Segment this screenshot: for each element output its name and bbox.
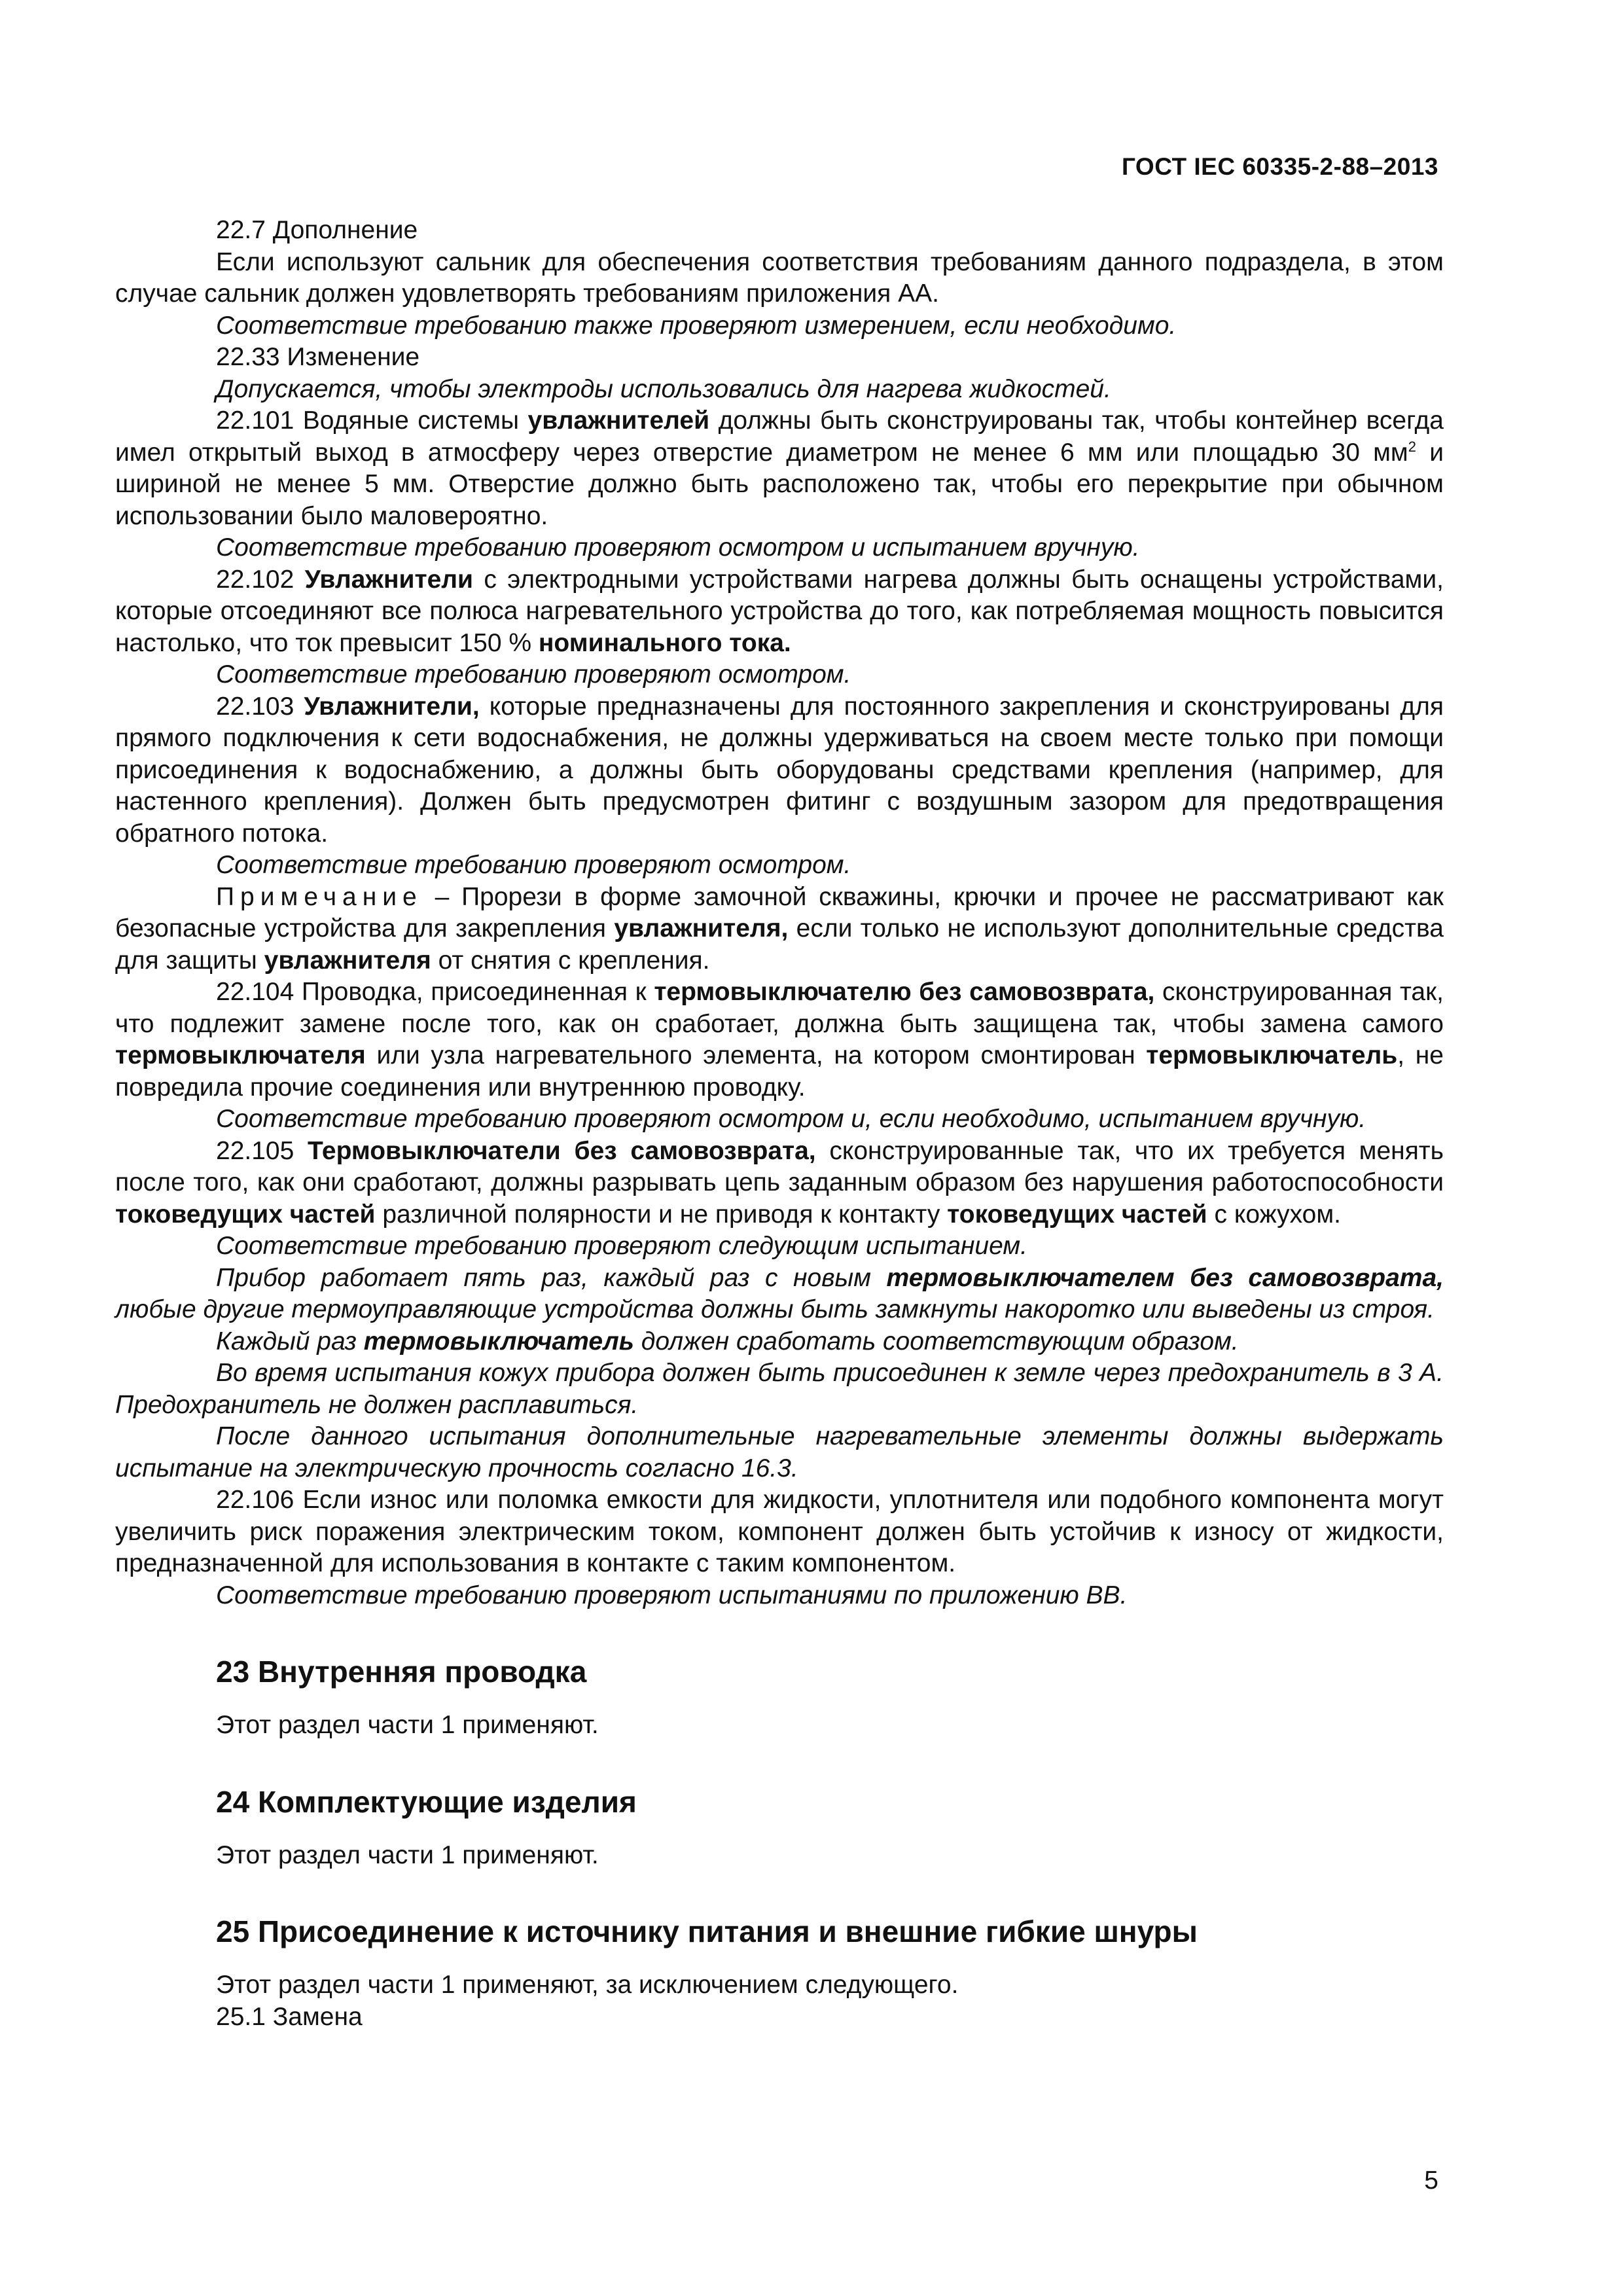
clause-22-104 <box>115 977 1444 1103</box>
clause-22-102 <box>115 564 1444 660</box>
defined-term: токоведущих частей <box>947 1200 1207 1229</box>
defined-term: термовыключателем без самовозврата, <box>886 1263 1444 1292</box>
section-23-heading: 23 Внутренняя проводка <box>216 1655 587 1689</box>
text-run: 22.102 <box>216 565 305 594</box>
clause-22-101 <box>115 405 1444 532</box>
text-run: Каждый раз <box>216 1327 364 1355</box>
section-25-text: Этот раздел части 1 применяют, за исключением следующего. <box>216 1971 959 1999</box>
compliance-note-22-104: Соответствие требованию проверяют осмотром и, если необходимо, испытанием вручную. <box>216 1105 1366 1133</box>
text-run: любые другие термоуправляющие устройства должны быть замкнуты накоротко или выведены из строя. <box>115 1295 1435 1323</box>
defined-term: токоведущих частей <box>115 1200 376 1229</box>
defined-term: Увлажнители, <box>304 692 480 721</box>
text-run: различной полярности и не приводя к контакту <box>375 1200 948 1229</box>
compliance-note-22-106: Соответствие требованию проверяют испытаниями по приложению ВВ. <box>216 1581 1128 1609</box>
text-run: и шириной не менее 5 мм. Отверстие должно быть расположено так, чтобы его перекрытие при обычном использовании было маловероятно. <box>115 438 1444 530</box>
defined-term: Увлажнители <box>304 565 474 594</box>
defined-term: номинального тока. <box>538 628 791 657</box>
test-description-1 <box>115 1263 1444 1326</box>
clause-22-33-heading: 22.33 Изменение <box>216 343 420 371</box>
text-run: должен сработать соответствующим образом. <box>633 1327 1239 1355</box>
defined-term: увлажнителя <box>264 946 431 975</box>
defined-term: термовыключатель <box>363 1327 634 1355</box>
clause-22-105 <box>115 1136 1444 1231</box>
text-run: если только не используют дополнительные средства для защиты <box>115 914 1444 975</box>
compliance-note-22-101: Соответствие требованию проверяют осмотром и испытанием вручную. <box>216 533 1140 562</box>
text-run: должны быть сконструированы так, чтобы контейнер всегда имел открытый выход в атмосферу через отверстие диаметром не менее 6 мм или площадью 30 мм <box>115 406 1444 467</box>
text-run: или узла нагревательного элемента, на котором смонтирован <box>365 1041 1147 1069</box>
defined-term: увлажнителя, <box>614 914 789 942</box>
text-run: , не повредила прочие соединения или внутреннюю проводку. <box>115 1041 1444 1102</box>
defined-term: термовыключателю без самовозврата, <box>654 978 1155 1006</box>
test-description-3: Во время испытания кожух прибора должен быть присоединен к земле через предохранитель в 3 А. Предохранитель не должен расплавиться. <box>115 1359 1444 1419</box>
compliance-note-22-103: Соответствие требованию проверяют осмотром. <box>216 851 851 879</box>
note-label: Примечание <box>216 882 423 911</box>
compliance-note-22-102: Соответствие требованию проверяют осмотром. <box>216 660 851 689</box>
defined-term: Термовыключатели без самовозврата, <box>308 1136 816 1165</box>
section-24-text: Этот раздел части 1 применяют. <box>216 1840 599 1869</box>
text-run: от снятия с крепления. <box>431 946 710 975</box>
superscript: 2 <box>1408 438 1416 455</box>
section-23-text: Этот раздел части 1 применяют. <box>216 1711 599 1739</box>
defined-term: термовыключатель <box>1146 1041 1398 1069</box>
text-run: 22.103 <box>216 692 304 721</box>
text-run: которые предназначены для постоянного закрепления и сконструированы для прямого подключения к сети водоснабжения, не должны удерживаться на своем месте только при помощи присоединения к водоснабжению, а должны быть оборудованы средствами крепления (например, для настенного крепления). Должен быть предусмотрен фитинг с воздушным зазором для предотвращения обратного потока. <box>115 692 1444 848</box>
document-code-header: ГОСТ IEC 60335-2-88–2013 <box>1121 153 1438 180</box>
test-description-4: После данного испытания дополнительные нагревательные элементы должны выдержать испытание на электрическую прочность согласно 16.3. <box>115 1422 1444 1482</box>
text-run: сконструированная так, что подлежит замене после того, как он сработает, должна быть защищена так, чтобы замена самого <box>115 978 1444 1038</box>
defined-term: термовыключателя <box>115 1041 366 1069</box>
clause-25-1-heading: 25.1 Замена <box>216 2002 363 2031</box>
section-24-heading: 24 Комплектующие изделия <box>216 1784 637 1819</box>
compliance-note-22-105: Соответствие требованию проверяют следующим испытанием. <box>216 1232 1027 1260</box>
text-run: – Прорези в форме замочной скважины, крючки и прочее не рассматривают как безопасные устройства для закрепления <box>115 882 1444 942</box>
defined-term: увлажнителей <box>527 406 710 435</box>
note-22-103 <box>115 882 1444 977</box>
clause-22-103 <box>115 691 1444 850</box>
section-25-heading: 25 Присоединение к источнику питания и внешние гибкие шнуры <box>216 1914 1198 1948</box>
text-run: 22.105 <box>216 1136 308 1165</box>
page-number: 5 <box>1424 2166 1438 2195</box>
text-run: 22.104 Проводка, присоединенная к <box>216 978 654 1006</box>
clause-22-106: 22.106 Если износ или поломка емкости для жидкости, уплотнителя или подобного компонента могут увеличить риск поражения электрическим током, компонент должен быть устойчив к износу от жидкости, предназначенной для использования в контакте с таким компонентом. <box>115 1486 1444 1577</box>
clause-22-7-heading: 22.7 Дополнение <box>216 216 418 244</box>
text-run: сконструированные так, что их требуется менять после того, как они сработают, должны разрывать цепь заданным образом без нарушения работоспособности <box>115 1136 1444 1196</box>
page-content <box>115 215 1444 2033</box>
text-run: 22.101 Водяные системы <box>216 406 528 435</box>
text-run: с кожухом. <box>1207 1200 1342 1229</box>
text-run: Прибор работает пять раз, каждый раз с новым <box>216 1263 887 1292</box>
test-description-2 <box>115 1326 1444 1358</box>
compliance-note-22-7: Соответствие требованию также проверяют измерением, если необходимо. <box>216 311 1177 340</box>
clause-22-33-text: Допускается, чтобы электроды использовались для нагрева жидкостей. <box>216 374 1111 403</box>
clause-22-7-text: Если используют сальник для обеспечения соответствия требованиям данного подраздела, в этом случае сальник должен удовлетворять требованиям приложения АА. <box>115 247 1444 308</box>
text-run: с электродными устройствами нагрева должны быть оснащены устройствами, которые отсоединяют все полюса нагревательного устройства до того, как потребляемая мощность повысится настолько, что ток превысит 150 % <box>115 565 1444 657</box>
